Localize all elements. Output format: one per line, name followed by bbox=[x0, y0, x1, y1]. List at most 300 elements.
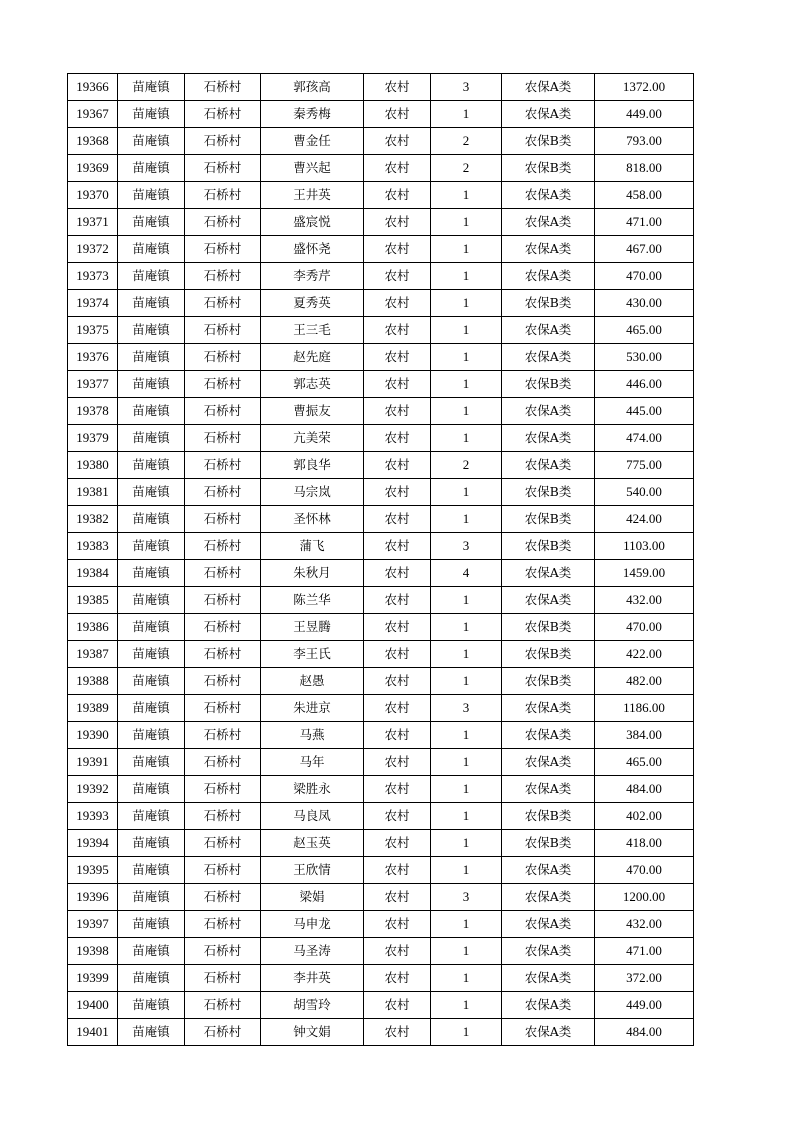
cell-name: 朱秋月 bbox=[261, 560, 364, 587]
cell-id: 19390 bbox=[68, 722, 118, 749]
cell-category: 农保B类 bbox=[502, 128, 595, 155]
cell-count: 1 bbox=[431, 101, 502, 128]
cell-category: 农保A类 bbox=[502, 344, 595, 371]
cell-town: 苗庵镇 bbox=[118, 614, 185, 641]
cell-category: 农保A类 bbox=[502, 884, 595, 911]
cell-village: 石桥村 bbox=[185, 992, 261, 1019]
cell-category: 农保A类 bbox=[502, 425, 595, 452]
cell-amount: 471.00 bbox=[595, 938, 694, 965]
cell-id: 19383 bbox=[68, 533, 118, 560]
cell-type: 农村 bbox=[364, 398, 431, 425]
cell-name: 郭志英 bbox=[261, 371, 364, 398]
cell-type: 农村 bbox=[364, 290, 431, 317]
cell-category: 农保A类 bbox=[502, 776, 595, 803]
cell-category: 农保A类 bbox=[502, 182, 595, 209]
table-row bbox=[68, 560, 694, 587]
cell-amount: 470.00 bbox=[595, 614, 694, 641]
cell-id: 19384 bbox=[68, 560, 118, 587]
cell-id: 19388 bbox=[68, 668, 118, 695]
cell-name: 王三毛 bbox=[261, 317, 364, 344]
cell-count: 1 bbox=[431, 749, 502, 776]
cell-id: 19387 bbox=[68, 641, 118, 668]
cell-town: 苗庵镇 bbox=[118, 155, 185, 182]
cell-type: 农村 bbox=[364, 236, 431, 263]
cell-category: 农保A类 bbox=[502, 74, 595, 101]
cell-name: 马申龙 bbox=[261, 911, 364, 938]
cell-count: 1 bbox=[431, 506, 502, 533]
cell-amount: 1186.00 bbox=[595, 695, 694, 722]
cell-id: 19373 bbox=[68, 263, 118, 290]
cell-name: 马燕 bbox=[261, 722, 364, 749]
cell-amount: 458.00 bbox=[595, 182, 694, 209]
cell-amount: 484.00 bbox=[595, 776, 694, 803]
cell-count: 1 bbox=[431, 857, 502, 884]
cell-name: 夏秀英 bbox=[261, 290, 364, 317]
cell-name: 盛宸悦 bbox=[261, 209, 364, 236]
cell-town: 苗庵镇 bbox=[118, 722, 185, 749]
cell-name: 李井英 bbox=[261, 965, 364, 992]
cell-name: 蒲飞 bbox=[261, 533, 364, 560]
table-row bbox=[68, 695, 694, 722]
cell-count: 1 bbox=[431, 641, 502, 668]
cell-id: 19391 bbox=[68, 749, 118, 776]
cell-name: 曹振友 bbox=[261, 398, 364, 425]
cell-type: 农村 bbox=[364, 101, 431, 128]
cell-type: 农村 bbox=[364, 938, 431, 965]
cell-type: 农村 bbox=[364, 911, 431, 938]
cell-town: 苗庵镇 bbox=[118, 641, 185, 668]
cell-type: 农村 bbox=[364, 209, 431, 236]
cell-count: 1 bbox=[431, 911, 502, 938]
cell-category: 农保A类 bbox=[502, 587, 595, 614]
cell-village: 石桥村 bbox=[185, 290, 261, 317]
table-row bbox=[68, 722, 694, 749]
cell-amount: 465.00 bbox=[595, 749, 694, 776]
cell-type: 农村 bbox=[364, 830, 431, 857]
cell-count: 1 bbox=[431, 803, 502, 830]
cell-town: 苗庵镇 bbox=[118, 1019, 185, 1046]
cell-amount: 1372.00 bbox=[595, 74, 694, 101]
cell-name: 王昱腾 bbox=[261, 614, 364, 641]
cell-amount: 818.00 bbox=[595, 155, 694, 182]
cell-name: 马年 bbox=[261, 749, 364, 776]
cell-category: 农保A类 bbox=[502, 317, 595, 344]
cell-amount: 470.00 bbox=[595, 263, 694, 290]
cell-id: 19374 bbox=[68, 290, 118, 317]
cell-id: 19400 bbox=[68, 992, 118, 1019]
cell-count: 1 bbox=[431, 398, 502, 425]
cell-amount: 372.00 bbox=[595, 965, 694, 992]
cell-name: 朱进京 bbox=[261, 695, 364, 722]
table-row bbox=[68, 587, 694, 614]
cell-village: 石桥村 bbox=[185, 884, 261, 911]
cell-amount: 1459.00 bbox=[595, 560, 694, 587]
cell-amount: 432.00 bbox=[595, 587, 694, 614]
cell-type: 农村 bbox=[364, 803, 431, 830]
cell-name: 李秀芹 bbox=[261, 263, 364, 290]
cell-amount: 465.00 bbox=[595, 317, 694, 344]
cell-name: 曹金任 bbox=[261, 128, 364, 155]
cell-village: 石桥村 bbox=[185, 722, 261, 749]
document-page bbox=[67, 73, 693, 1046]
cell-type: 农村 bbox=[364, 344, 431, 371]
cell-name: 胡雪玲 bbox=[261, 992, 364, 1019]
cell-village: 石桥村 bbox=[185, 830, 261, 857]
cell-id: 19401 bbox=[68, 1019, 118, 1046]
cell-category: 农保A类 bbox=[502, 938, 595, 965]
cell-amount: 530.00 bbox=[595, 344, 694, 371]
cell-count: 1 bbox=[431, 830, 502, 857]
cell-name: 亢美荣 bbox=[261, 425, 364, 452]
table-row bbox=[68, 425, 694, 452]
cell-type: 农村 bbox=[364, 587, 431, 614]
cell-amount: 1103.00 bbox=[595, 533, 694, 560]
cell-town: 苗庵镇 bbox=[118, 830, 185, 857]
cell-village: 石桥村 bbox=[185, 803, 261, 830]
cell-count: 1 bbox=[431, 1019, 502, 1046]
cell-count: 3 bbox=[431, 74, 502, 101]
cell-category: 农保A类 bbox=[502, 209, 595, 236]
cell-id: 19369 bbox=[68, 155, 118, 182]
cell-count: 2 bbox=[431, 128, 502, 155]
table-row bbox=[68, 128, 694, 155]
cell-village: 石桥村 bbox=[185, 641, 261, 668]
cell-amount: 482.00 bbox=[595, 668, 694, 695]
cell-type: 农村 bbox=[364, 857, 431, 884]
cell-category: 农保A类 bbox=[502, 263, 595, 290]
cell-town: 苗庵镇 bbox=[118, 533, 185, 560]
cell-id: 19393 bbox=[68, 803, 118, 830]
cell-count: 1 bbox=[431, 479, 502, 506]
cell-town: 苗庵镇 bbox=[118, 263, 185, 290]
cell-category: 农保A类 bbox=[502, 911, 595, 938]
cell-village: 石桥村 bbox=[185, 695, 261, 722]
cell-id: 19386 bbox=[68, 614, 118, 641]
cell-village: 石桥村 bbox=[185, 371, 261, 398]
cell-name: 梁胜永 bbox=[261, 776, 364, 803]
cell-type: 农村 bbox=[364, 479, 431, 506]
table-row bbox=[68, 911, 694, 938]
cell-village: 石桥村 bbox=[185, 668, 261, 695]
cell-id: 19382 bbox=[68, 506, 118, 533]
cell-town: 苗庵镇 bbox=[118, 506, 185, 533]
cell-town: 苗庵镇 bbox=[118, 938, 185, 965]
cell-category: 农保B类 bbox=[502, 533, 595, 560]
cell-category: 农保B类 bbox=[502, 641, 595, 668]
cell-type: 农村 bbox=[364, 182, 431, 209]
cell-id: 19394 bbox=[68, 830, 118, 857]
cell-id: 19367 bbox=[68, 101, 118, 128]
cell-count: 1 bbox=[431, 236, 502, 263]
cell-village: 石桥村 bbox=[185, 911, 261, 938]
cell-count: 1 bbox=[431, 317, 502, 344]
cell-town: 苗庵镇 bbox=[118, 101, 185, 128]
cell-village: 石桥村 bbox=[185, 128, 261, 155]
cell-id: 19380 bbox=[68, 452, 118, 479]
cell-id: 19396 bbox=[68, 884, 118, 911]
cell-village: 石桥村 bbox=[185, 236, 261, 263]
cell-count: 1 bbox=[431, 668, 502, 695]
cell-count: 1 bbox=[431, 425, 502, 452]
table-row bbox=[68, 317, 694, 344]
cell-name: 李王氏 bbox=[261, 641, 364, 668]
cell-name: 圣怀林 bbox=[261, 506, 364, 533]
cell-count: 1 bbox=[431, 263, 502, 290]
cell-amount: 422.00 bbox=[595, 641, 694, 668]
cell-town: 苗庵镇 bbox=[118, 749, 185, 776]
table-row bbox=[68, 155, 694, 182]
cell-amount: 484.00 bbox=[595, 1019, 694, 1046]
cell-count: 1 bbox=[431, 587, 502, 614]
table-body bbox=[68, 74, 694, 1046]
cell-category: 农保A类 bbox=[502, 452, 595, 479]
cell-type: 农村 bbox=[364, 74, 431, 101]
cell-town: 苗庵镇 bbox=[118, 803, 185, 830]
table-row bbox=[68, 776, 694, 803]
cell-type: 农村 bbox=[364, 317, 431, 344]
cell-category: 农保A类 bbox=[502, 236, 595, 263]
cell-type: 农村 bbox=[364, 614, 431, 641]
cell-category: 农保B类 bbox=[502, 506, 595, 533]
cell-type: 农村 bbox=[364, 560, 431, 587]
cell-name: 赵玉英 bbox=[261, 830, 364, 857]
cell-name: 马良凤 bbox=[261, 803, 364, 830]
cell-amount: 467.00 bbox=[595, 236, 694, 263]
cell-type: 农村 bbox=[364, 668, 431, 695]
cell-amount: 402.00 bbox=[595, 803, 694, 830]
cell-type: 农村 bbox=[364, 263, 431, 290]
cell-id: 19372 bbox=[68, 236, 118, 263]
cell-id: 19377 bbox=[68, 371, 118, 398]
cell-id: 19381 bbox=[68, 479, 118, 506]
cell-name: 钟文娟 bbox=[261, 1019, 364, 1046]
cell-name: 赵先庭 bbox=[261, 344, 364, 371]
cell-id: 19376 bbox=[68, 344, 118, 371]
table-row bbox=[68, 668, 694, 695]
cell-category: 农保B类 bbox=[502, 830, 595, 857]
cell-name: 郭良华 bbox=[261, 452, 364, 479]
cell-name: 梁娟 bbox=[261, 884, 364, 911]
cell-count: 1 bbox=[431, 965, 502, 992]
cell-town: 苗庵镇 bbox=[118, 344, 185, 371]
cell-village: 石桥村 bbox=[185, 209, 261, 236]
cell-village: 石桥村 bbox=[185, 614, 261, 641]
table-row bbox=[68, 101, 694, 128]
cell-village: 石桥村 bbox=[185, 560, 261, 587]
cell-amount: 474.00 bbox=[595, 425, 694, 452]
cell-village: 石桥村 bbox=[185, 317, 261, 344]
cell-name: 陈兰华 bbox=[261, 587, 364, 614]
table-row bbox=[68, 533, 694, 560]
cell-id: 19368 bbox=[68, 128, 118, 155]
cell-count: 3 bbox=[431, 533, 502, 560]
cell-village: 石桥村 bbox=[185, 398, 261, 425]
cell-id: 19399 bbox=[68, 965, 118, 992]
cell-category: 农保B类 bbox=[502, 371, 595, 398]
cell-amount: 432.00 bbox=[595, 911, 694, 938]
table-row bbox=[68, 938, 694, 965]
cell-name: 王欣情 bbox=[261, 857, 364, 884]
table-row bbox=[68, 452, 694, 479]
cell-count: 1 bbox=[431, 371, 502, 398]
cell-count: 4 bbox=[431, 560, 502, 587]
cell-type: 农村 bbox=[364, 722, 431, 749]
cell-village: 石桥村 bbox=[185, 155, 261, 182]
cell-count: 1 bbox=[431, 938, 502, 965]
cell-village: 石桥村 bbox=[185, 776, 261, 803]
cell-town: 苗庵镇 bbox=[118, 587, 185, 614]
cell-village: 石桥村 bbox=[185, 263, 261, 290]
cell-village: 石桥村 bbox=[185, 425, 261, 452]
cell-town: 苗庵镇 bbox=[118, 695, 185, 722]
cell-name: 赵愚 bbox=[261, 668, 364, 695]
cell-count: 1 bbox=[431, 776, 502, 803]
table-row bbox=[68, 614, 694, 641]
cell-town: 苗庵镇 bbox=[118, 479, 185, 506]
cell-count: 1 bbox=[431, 992, 502, 1019]
table-row bbox=[68, 992, 694, 1019]
cell-category: 农保A类 bbox=[502, 695, 595, 722]
cell-type: 农村 bbox=[364, 1019, 431, 1046]
cell-name: 王井英 bbox=[261, 182, 364, 209]
cell-village: 石桥村 bbox=[185, 857, 261, 884]
cell-town: 苗庵镇 bbox=[118, 857, 185, 884]
cell-id: 19371 bbox=[68, 209, 118, 236]
cell-count: 3 bbox=[431, 884, 502, 911]
cell-category: 农保A类 bbox=[502, 857, 595, 884]
cell-name: 曹兴起 bbox=[261, 155, 364, 182]
cell-town: 苗庵镇 bbox=[118, 398, 185, 425]
cell-type: 农村 bbox=[364, 506, 431, 533]
cell-village: 石桥村 bbox=[185, 506, 261, 533]
cell-type: 农村 bbox=[364, 749, 431, 776]
table-row bbox=[68, 857, 694, 884]
cell-type: 农村 bbox=[364, 452, 431, 479]
cell-village: 石桥村 bbox=[185, 533, 261, 560]
cell-id: 19378 bbox=[68, 398, 118, 425]
cell-town: 苗庵镇 bbox=[118, 209, 185, 236]
cell-id: 19375 bbox=[68, 317, 118, 344]
cell-count: 1 bbox=[431, 614, 502, 641]
cell-amount: 384.00 bbox=[595, 722, 694, 749]
cell-town: 苗庵镇 bbox=[118, 776, 185, 803]
table-row bbox=[68, 74, 694, 101]
table-row bbox=[68, 344, 694, 371]
cell-amount: 446.00 bbox=[595, 371, 694, 398]
cell-type: 农村 bbox=[364, 695, 431, 722]
cell-village: 石桥村 bbox=[185, 182, 261, 209]
cell-town: 苗庵镇 bbox=[118, 668, 185, 695]
cell-amount: 471.00 bbox=[595, 209, 694, 236]
cell-amount: 424.00 bbox=[595, 506, 694, 533]
cell-town: 苗庵镇 bbox=[118, 884, 185, 911]
cell-type: 农村 bbox=[364, 155, 431, 182]
table-row bbox=[68, 479, 694, 506]
cell-category: 农保B类 bbox=[502, 290, 595, 317]
cell-id: 19366 bbox=[68, 74, 118, 101]
cell-count: 2 bbox=[431, 155, 502, 182]
cell-amount: 430.00 bbox=[595, 290, 694, 317]
table-row bbox=[68, 803, 694, 830]
cell-village: 石桥村 bbox=[185, 587, 261, 614]
table-row bbox=[68, 641, 694, 668]
cell-town: 苗庵镇 bbox=[118, 560, 185, 587]
cell-category: 农保B类 bbox=[502, 668, 595, 695]
cell-name: 郭孩高 bbox=[261, 74, 364, 101]
cell-name: 盛怀尧 bbox=[261, 236, 364, 263]
cell-name: 马圣涛 bbox=[261, 938, 364, 965]
cell-category: 农保B类 bbox=[502, 803, 595, 830]
cell-type: 农村 bbox=[364, 776, 431, 803]
cell-town: 苗庵镇 bbox=[118, 74, 185, 101]
cell-amount: 793.00 bbox=[595, 128, 694, 155]
cell-town: 苗庵镇 bbox=[118, 182, 185, 209]
cell-name: 秦秀梅 bbox=[261, 101, 364, 128]
cell-category: 农保A类 bbox=[502, 965, 595, 992]
cell-type: 农村 bbox=[364, 533, 431, 560]
cell-category: 农保A类 bbox=[502, 560, 595, 587]
cell-count: 1 bbox=[431, 182, 502, 209]
table-row bbox=[68, 236, 694, 263]
table-row bbox=[68, 506, 694, 533]
cell-type: 农村 bbox=[364, 128, 431, 155]
cell-type: 农村 bbox=[364, 992, 431, 1019]
cell-category: 农保B类 bbox=[502, 155, 595, 182]
cell-village: 石桥村 bbox=[185, 74, 261, 101]
cell-category: 农保A类 bbox=[502, 101, 595, 128]
cell-amount: 449.00 bbox=[595, 992, 694, 1019]
cell-count: 1 bbox=[431, 209, 502, 236]
cell-amount: 418.00 bbox=[595, 830, 694, 857]
data-table bbox=[67, 73, 694, 1046]
cell-category: 农保A类 bbox=[502, 1019, 595, 1046]
table-row bbox=[68, 290, 694, 317]
cell-count: 1 bbox=[431, 722, 502, 749]
cell-category: 农保A类 bbox=[502, 722, 595, 749]
cell-type: 农村 bbox=[364, 965, 431, 992]
cell-type: 农村 bbox=[364, 641, 431, 668]
table-row bbox=[68, 398, 694, 425]
table-row bbox=[68, 749, 694, 776]
cell-category: 农保B类 bbox=[502, 614, 595, 641]
cell-amount: 1200.00 bbox=[595, 884, 694, 911]
cell-town: 苗庵镇 bbox=[118, 425, 185, 452]
cell-id: 19389 bbox=[68, 695, 118, 722]
cell-village: 石桥村 bbox=[185, 344, 261, 371]
cell-village: 石桥村 bbox=[185, 479, 261, 506]
cell-village: 石桥村 bbox=[185, 938, 261, 965]
cell-count: 2 bbox=[431, 452, 502, 479]
cell-type: 农村 bbox=[364, 884, 431, 911]
cell-village: 石桥村 bbox=[185, 749, 261, 776]
table-row bbox=[68, 371, 694, 398]
cell-town: 苗庵镇 bbox=[118, 236, 185, 263]
cell-name: 马宗岚 bbox=[261, 479, 364, 506]
cell-village: 石桥村 bbox=[185, 452, 261, 479]
table-row bbox=[68, 1019, 694, 1046]
cell-type: 农村 bbox=[364, 371, 431, 398]
cell-town: 苗庵镇 bbox=[118, 452, 185, 479]
cell-id: 19370 bbox=[68, 182, 118, 209]
cell-count: 1 bbox=[431, 290, 502, 317]
table-row bbox=[68, 263, 694, 290]
cell-amount: 449.00 bbox=[595, 101, 694, 128]
cell-type: 农村 bbox=[364, 425, 431, 452]
cell-id: 19392 bbox=[68, 776, 118, 803]
cell-town: 苗庵镇 bbox=[118, 992, 185, 1019]
cell-id: 19385 bbox=[68, 587, 118, 614]
cell-category: 农保A类 bbox=[502, 749, 595, 776]
